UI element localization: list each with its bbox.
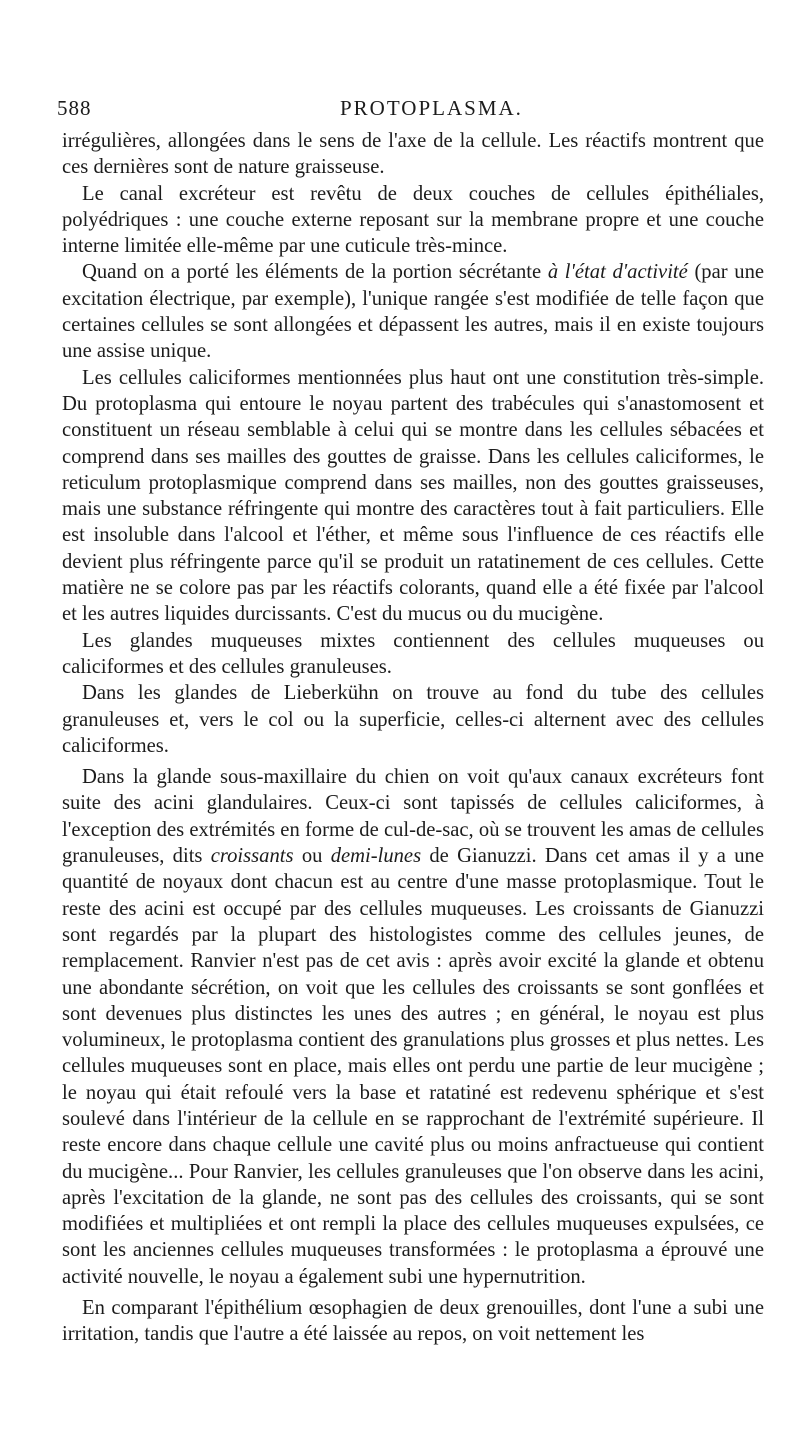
paragraph-goblet-cells: Les cellules caliciformes mentionnées plus haut ont une constitution très-simple. Du protoplasma qui entoure le noyau partent des trabécules qui s'anastomosent et constituent un réseau semblable à celui qui se montre dans les cellules sébacées et comprend dans ses mailles des gouttes de graisse. Dans les cellules caliciformes, le reticulum protoplasmique comprend dans ses mailles, non des gouttes graisseuses, mais une substance réfringente qui montre des caractères tout à fait particuliers. Elle est insoluble dans l'alcool et l'éther, et même sous l'influence de ces réactifs elle devient plus réfringente parce qu'il se produit un ratatinement de ces cellules. Cette matière ne se colore pas par les réactifs colorants, quand elle a été fixée par l'alcool et les autres liquides durcissants. C'est du mucus ou du mucigène. [62,366,764,626]
paragraph-activity-state [62,259,764,364]
page-number: 588 [57,96,92,120]
paragraph-lieberkuhn: Dans les glandes de Lieberkühn on trouve au fond du tube des cellules granuleuses et, vers le col ou la superficie, celles-ci alternent avec des cellules caliciformes. [62,682,764,757]
paragraph-mixed-glands: Les glandes muqueuses mixtes contiennent des cellules muqueuses ou caliciformes et des cellules granuleuses. [62,629,764,678]
paragraph-text: (par une excitation électrique, par exemple), l'unique rangée s'est modifiée de telle façon que certaines cellules se sont allongées et dépassent les autres, mais il en existe toujours une assise unique. [62,261,765,363]
italic-term: demi-lunes [330,845,422,868]
paragraph-text: Dans la glande sous-maxillaire du chien on voit qu'aux canaux excréteurs font suite des acini glandulaires. Ceux-ci sont tapissés de cellules caliciformes, à l'exception des extrémités en forme de cul-de-sac, où se trouvent les amas de cellules granuleuses, dits [62,766,764,868]
paragraph-text: ou [293,845,331,868]
paragraph-continuation: irrégulières, allongées dans le sens de l'axe de la cellule. Les réactifs montrent que ces dernières sont de nature graisseuse. [62,130,764,179]
body-text [62,128,764,1348]
running-title: PROTOPLASMA. [340,96,523,120]
paragraph-submaxillary-gland [62,764,764,1290]
italic-term: croissants [210,845,294,868]
paragraph-text: Quand on a porté les éléments de la portion sécrétante [82,261,548,284]
page-header [57,96,757,126]
paragraph-excretory-canal: Le canal excréteur est revêtu de deux couches de cellules épithéliales, polyédriques : une couche externe reposant sur la membrane propre et une couche interne limitée elle-même par une cuticule très-mince. [62,182,764,258]
paragraph-text: de Gianuzzi. Dans cet amas il y a une quantité de noyaux dont chacun est au centre d'une masse protoplasmique. Tout le reste des acini est occupé par des cellules muqueuses. Les croissants de Gianuzzi sont regardés par la plupart des histologistes comme des cellules jeunes, de remplacement. Ranvier n'est pas de cet avis : après avoir excité la glande et obtenu une abondante sécrétion, on voit que les cellules des croissants se sont gonflées et sont devenues plus distinctes les unes des autres ; en général, le noyau est plus volumineux, le protoplasma contient des granulations plus grosses et plus nettes. Les cellules muqueuses sont en place, mais elles ont perdu une partie de leur mucigène ; le noyau qui était refoulé vers la base et ratatiné est redevenu sphérique et s'est soulevé dans l'intérieur de la cellule en se rapprochant de l'extrémité supérieure. Il reste encore dans chaque cellule une cavité plus ou moins anfractueuse qui contient du mucigène... Pour Ranvier, les cellules granuleuses que l'on observe dans les acini, après l'excitation de la glande, ne sont pas des cellules des croissants, qui se sont modifiées et multipliées et ont rempli la place des cellules muqueuses expulsées, ce sont les anciennes cellules muqueuses transformées : le protoplasma a éprouvé une activité nouvelle, le noyau a également subi une hypernutrition. [62,845,764,1288]
italic-term: à l'état d'activité [547,261,688,284]
paragraph-oesophageal-epithelium: En comparant l'épithélium œsophagien de deux grenouilles, dont l'une a subi une irritation, tandis que l'autre a été laissée au repos, on voit nettement les [62,1297,764,1346]
